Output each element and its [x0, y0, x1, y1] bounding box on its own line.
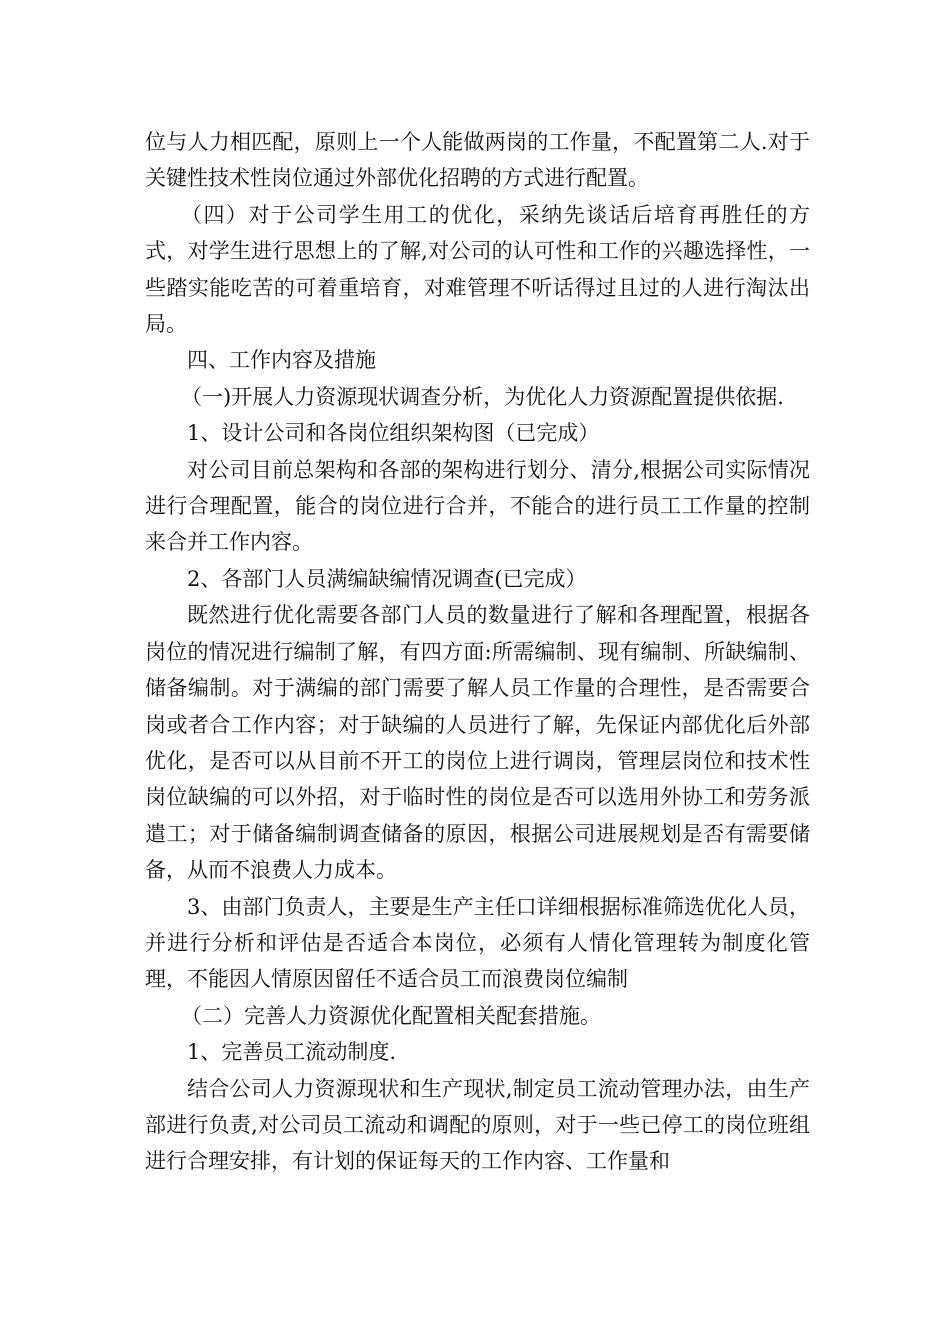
item-heading-mobility-system: 1、完善员工流动制度.	[187, 1040, 397, 1065]
section-heading-work-content: 四、工作内容及措施	[187, 348, 376, 373]
subsection-heading-supporting-measures: （二）完善人力资源优化配置相关配套措施。	[181, 1003, 601, 1028]
paragraph-student-employment: （四）对于公司学生用工的优化，采纳先谈话后培育再胜任的方式，对学生进行思想上的了解,对公司的认可性和工作的兴趣选择性，一些踏实能吃苦的可着重培育，对难管理不听话得过且过的人进行淘汰出局。	[145, 202, 810, 337]
paragraph-org-structure: 对公司目前总架构和各部的架构进行划分、清分,根据公司实际情况进行合理配置，能合的岗位进行合并，不能合的进行员工工作量的控制来合并工作内容。	[145, 457, 810, 555]
paragraph-continuation: 位与人力相匹配，原则上一个人能做两岗的工作量，不配置第二人.对于关键性技术性岗位通过外部优化招聘的方式进行配置。	[145, 130, 810, 191]
document-body	[145, 124, 810, 1180]
item-heading-org-chart: 1、设计公司和各岗位组织架构图（已完成）	[187, 421, 600, 446]
paragraph-department-head: 3、由部门负责人，主要是生产主任口详细根据标准筛选优化人员，并进行分析和评估是否适合本岗位，必须有人情化管理转为制度化管理，不能因人情原因留任不适合员工而浪费岗位编制	[145, 894, 810, 992]
item-heading-staffing-survey: 2、各部门人员满编缺编情况调查(已完成）	[187, 566, 587, 591]
subsection-heading-survey-analysis: （一)开展人力资源现状调查分析，为优化人力资源配置提供依据.	[181, 384, 784, 409]
paragraph-staffing-details: 既然进行优化需要各部门人员的数量进行了解和各理配置，根据各岗位的情况进行编制了解，有四方面:所需编制、现有编制、所缺编制、储备编制。对于满编的部门需要了解人员工作量的合理性，是否需要合岗或者合工作内容；对于缺编的人员进行了解，先保证内部优化后外部优化，是否可以从目前不开工的岗位上进行调岗，管理层岗位和技术性岗位缺编的可以外招，对于临时性的岗位是否可以选用外协工和劳务派遣工；对于储备编制调查储备的原因，根据公司进展规划是否有需要储备，从而不浪费人力成本。	[145, 603, 810, 883]
paragraph-mobility-management: 结合公司人力资源现状和生产现状,制定员工流动管理办法，由生产部进行负责,对公司员工流动和调配的原则，对于一些已停工的岗位班组进行合理安排，有计划的保证每天的工作内容、工作量和	[145, 1076, 810, 1174]
